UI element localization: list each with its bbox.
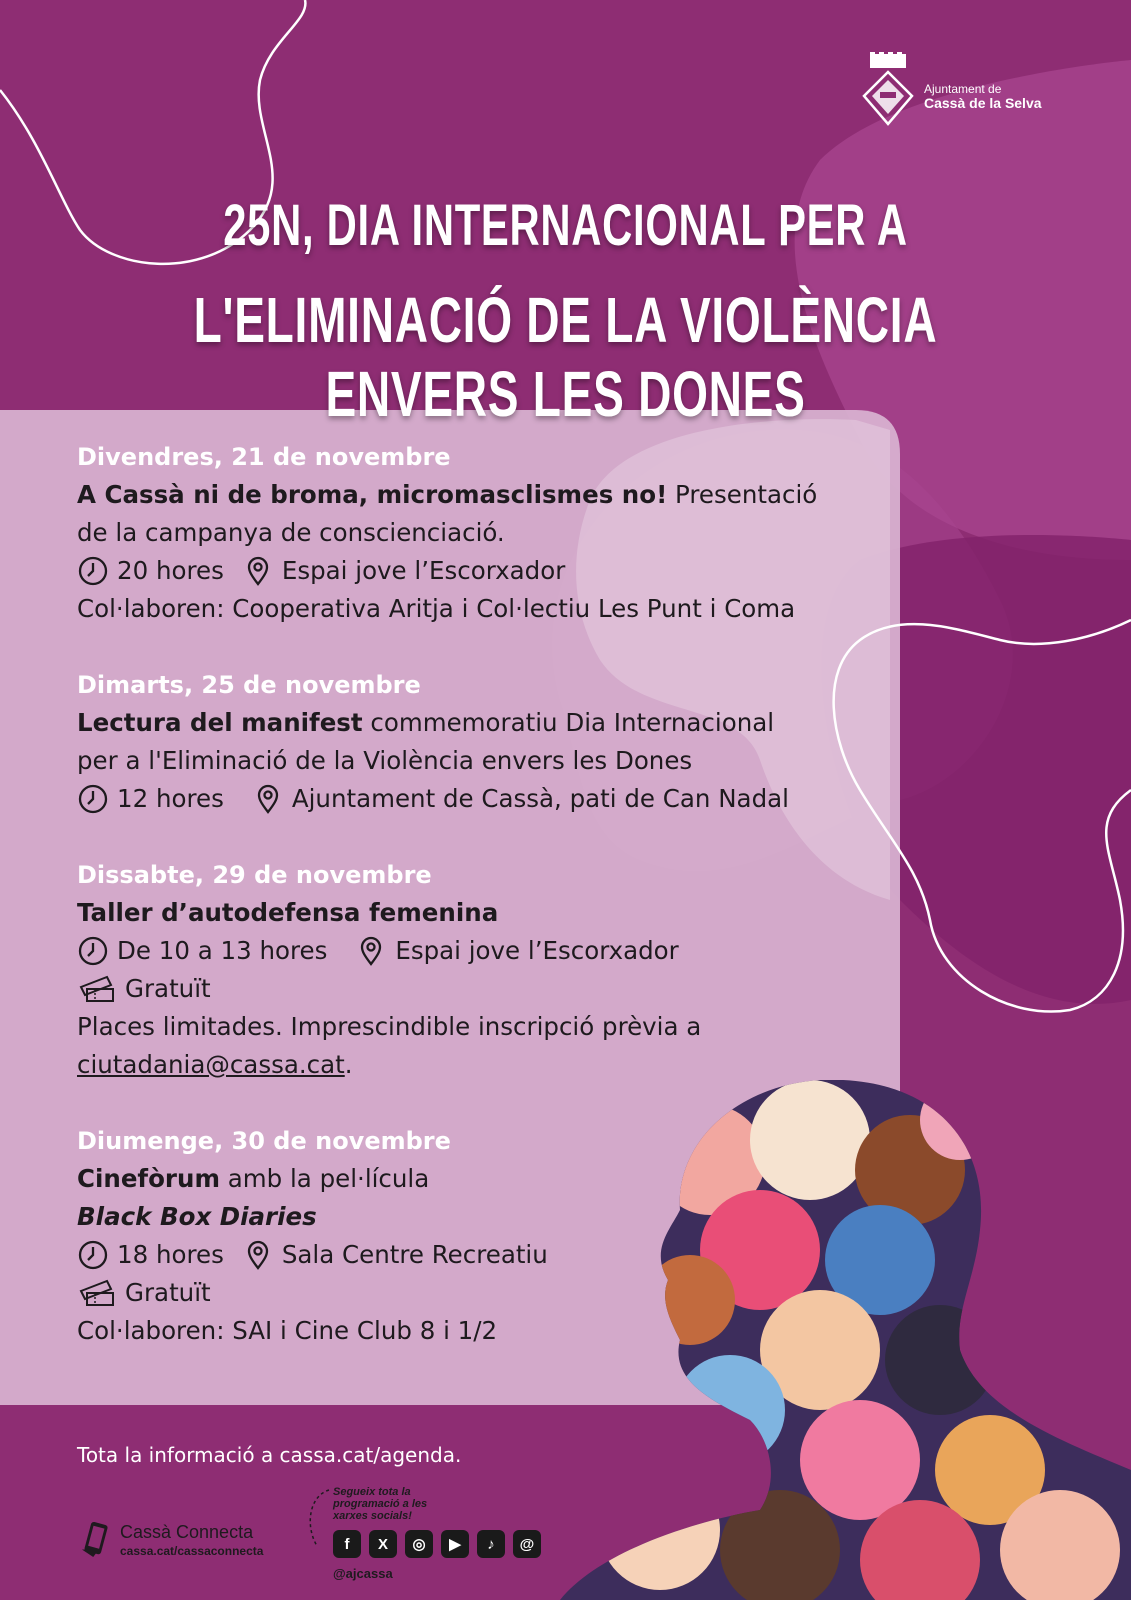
event-description-line2: per a l'Eliminació de la Violència envers les Dones <box>77 746 693 775</box>
phone-icon <box>80 1520 114 1560</box>
film-title: Black Box Diaries <box>77 1202 317 1231</box>
event-time-place <box>77 780 897 818</box>
event-date: Diumenge, 30 de novembre <box>77 1127 451 1155</box>
event-place: Sala Centre Recreatiu <box>281 1240 548 1269</box>
social-icons <box>333 1530 541 1558</box>
threads-icon[interactable]: @ <box>513 1530 541 1558</box>
clock-icon <box>77 1239 109 1271</box>
social-block <box>305 1486 565 1586</box>
clock-icon <box>77 555 109 587</box>
ticket-icon <box>77 1277 117 1309</box>
event-collaborators: Col·laboren: SAI i Cine Club 8 i 1/2 <box>77 1316 498 1345</box>
event-name: Lectura del manifest <box>77 708 363 737</box>
location-pin-icon <box>242 1239 274 1271</box>
town-logo <box>862 52 1052 132</box>
event-time: 18 hores <box>117 1240 224 1269</box>
location-pin-icon <box>355 935 387 967</box>
event-item <box>77 856 897 1084</box>
event-description-line2: de la campanya de conscienciació. <box>77 518 505 547</box>
event-price-label: Gratuït <box>125 1278 211 1307</box>
page-title-line1: 25N, DIA INTERNACIONAL PER A <box>223 193 908 258</box>
event-place: Ajuntament de Cassà, pati de Can Nadal <box>291 784 789 813</box>
event-time-place <box>77 932 897 970</box>
event-title-line <box>77 476 897 514</box>
event-contact <box>77 1046 897 1084</box>
event-price <box>77 970 897 1008</box>
event-title-line <box>77 894 897 932</box>
event-date: Dimarts, 25 de novembre <box>77 671 421 699</box>
facebook-icon[interactable]: f <box>333 1530 361 1558</box>
ticket-icon <box>77 973 117 1005</box>
event-name: Taller d’autodefensa femenina <box>77 898 499 927</box>
event-item <box>77 666 897 818</box>
event-description: Presentació <box>667 480 818 509</box>
event-name: A Cassà ni de broma, micromasclismes no! <box>77 480 668 509</box>
event-time: 12 hores <box>117 784 224 813</box>
event-note: Places limitades. Imprescindible inscripció prèvia a <box>77 1012 702 1041</box>
event-time: De 10 a 13 hores <box>117 936 328 965</box>
logo-line2: Cassà de la Selva <box>924 95 1042 111</box>
event-place: Espai jove l’Escorxador <box>395 936 679 965</box>
dashed-arrow-icon <box>305 1486 333 1576</box>
event-time-place <box>77 552 897 590</box>
cassa-connecta <box>80 1518 280 1564</box>
event-item <box>77 438 897 628</box>
page-title-line2: L'ELIMINACIÓ DE LA VIOLÈNCIA ENVERS LES DONES <box>193 284 938 430</box>
event-price-label: Gratuït <box>125 974 211 1003</box>
event-time: 20 hores <box>117 556 224 585</box>
location-pin-icon <box>242 555 274 587</box>
social-text: Segueix tota la programació a les xarxes socials! <box>333 1486 428 1522</box>
youtube-icon[interactable]: ▶ <box>441 1530 469 1558</box>
event-title-line <box>77 704 897 742</box>
connect-label: Cassà Connecta <box>120 1522 254 1542</box>
event-date: Divendres, 21 de novembre <box>77 443 451 471</box>
event-description: amb la pel·lícula <box>219 1164 430 1193</box>
connect-url[interactable]: cassa.cat/cassaconnecta <box>120 1544 264 1558</box>
event-collaborators: Col·laboren: Cooperativa Aritja i Col·lectiu Les Punt i Coma <box>77 594 796 623</box>
x-icon[interactable]: X <box>369 1530 397 1558</box>
email-suffix: . <box>344 1050 353 1079</box>
clock-icon <box>77 783 109 815</box>
event-date: Dissabte, 29 de novembre <box>77 861 432 889</box>
women-silhouette-illustration <box>560 1080 1131 1600</box>
clock-icon <box>77 935 109 967</box>
email-link[interactable]: ciutadania@cassa.cat <box>77 1050 345 1079</box>
social-handle: @ajcassa <box>333 1566 393 1581</box>
logo-line1: Ajuntament de <box>924 82 1002 96</box>
event-description: commemoratiu Dia Internacional <box>362 708 775 737</box>
event-place: Espai jove l’Escorxador <box>281 556 566 585</box>
town-crest-icon <box>862 52 914 130</box>
instagram-icon[interactable]: ◎ <box>405 1530 433 1558</box>
location-pin-icon <box>252 783 284 815</box>
event-name: Cinefòrum <box>77 1164 220 1193</box>
tiktok-icon[interactable]: ♪ <box>477 1530 505 1558</box>
footer-info: Tota la informació a cassa.cat/agenda. <box>77 1443 462 1467</box>
